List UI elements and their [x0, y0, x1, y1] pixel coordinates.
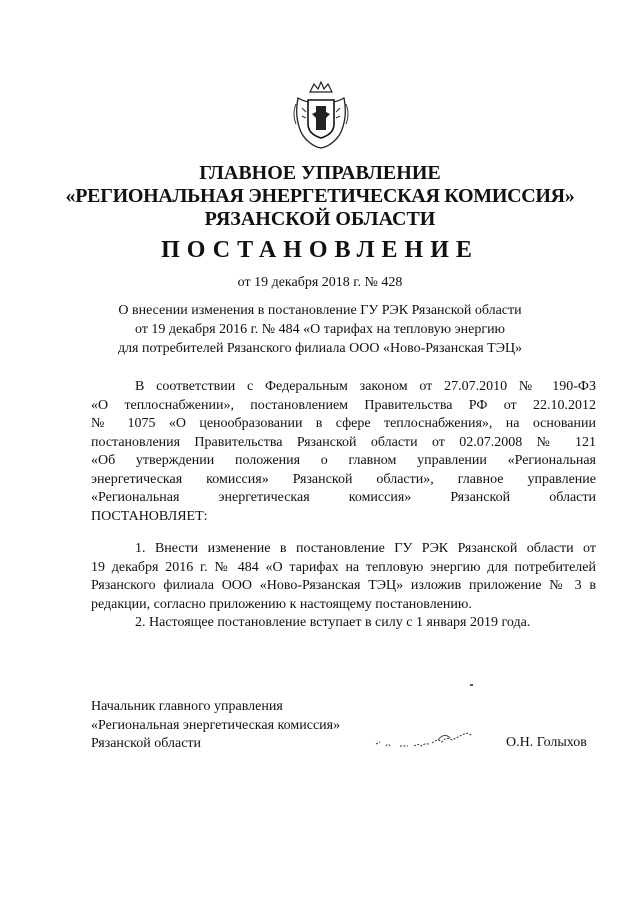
document-subject — [0, 301, 640, 358]
org-title-line-2: «РЕГИОНАЛЬНАЯ ЭНЕРГЕТИЧЕСКАЯ КОМИССИЯ» — [65, 185, 575, 207]
ink-mark — [470, 684, 473, 686]
handwritten-signature — [372, 716, 482, 756]
item-line: 1. Внести изменение в постановление ГУ РЭК Рязанской области от — [135, 541, 596, 556]
coat-of-arms-emblem — [290, 78, 352, 150]
preamble-line: постановления Правительства Рязанской области от 02.07.2008 № 121 — [91, 434, 596, 450]
subject-line: от 19 декабря 2016 г. № 484 «О тарифах на тепловую энергию — [134, 322, 506, 337]
signatory-name: О.Н. Голыхов — [506, 735, 587, 750]
signatory-title-line: Начальник главного управления — [91, 699, 283, 714]
item-line: редакции, согласно приложению к настоящему постановлению. — [91, 596, 472, 612]
signatory-title — [91, 698, 340, 754]
item-line: 2. Настоящее постановление вступает в силу с 1 января 2019 года. — [135, 615, 531, 630]
document-type: ПОСТАНОВЛЕНИЕ — [161, 237, 479, 263]
signatory-title-line: Рязанской области — [91, 736, 202, 751]
org-title-line-3: РЯЗАНСКОЙ ОБЛАСТИ — [204, 208, 436, 230]
org-title-line-1: ГЛАВНОЕ УПРАВЛЕНИЕ — [199, 162, 441, 184]
preamble-line: В соответствии с Федеральным законом от 27.07.2010 № 190-ФЗ — [135, 379, 596, 394]
preamble-line: ПОСТАНОВЛЯЕТ: — [91, 508, 208, 524]
item-line: 19 декабря 2016 г. № 484 «О тарифах на тепловую энергию для потребителей — [91, 559, 596, 575]
subject-line: О внесении изменения в постановление ГУ РЭК Рязанской области — [118, 303, 522, 318]
item-line: Рязанского филиала ООО «Ново-Рязанская ТЭЦ» изложив приложение № 3 в — [91, 578, 596, 593]
preamble-line: «Региональная энергетическая комиссия» Рязанской области — [91, 490, 596, 505]
preamble-line: № 1075 «О ценообразовании в сфере теплоснабжения», на основании — [91, 416, 596, 431]
preamble-line: энергетическая комиссия» Рязанской области», главное управление — [91, 471, 596, 487]
subject-line: для потребителей Рязанского филиала ООО «Ново-Рязанская ТЭЦ» — [117, 341, 523, 356]
preamble-line: «Об утверждении положения о главном управлении «Региональная — [91, 453, 596, 468]
signatory-title-line: «Региональная энергетическая комиссия» — [91, 717, 341, 733]
preamble-paragraph — [91, 378, 596, 526]
preamble-line: «О теплоснабжении», постановлением Правительства РФ от 22.10.2012 — [91, 397, 596, 413]
document-date: от 19 декабря 2018 г. № 428 — [237, 275, 403, 290]
decree-items — [91, 540, 596, 633]
